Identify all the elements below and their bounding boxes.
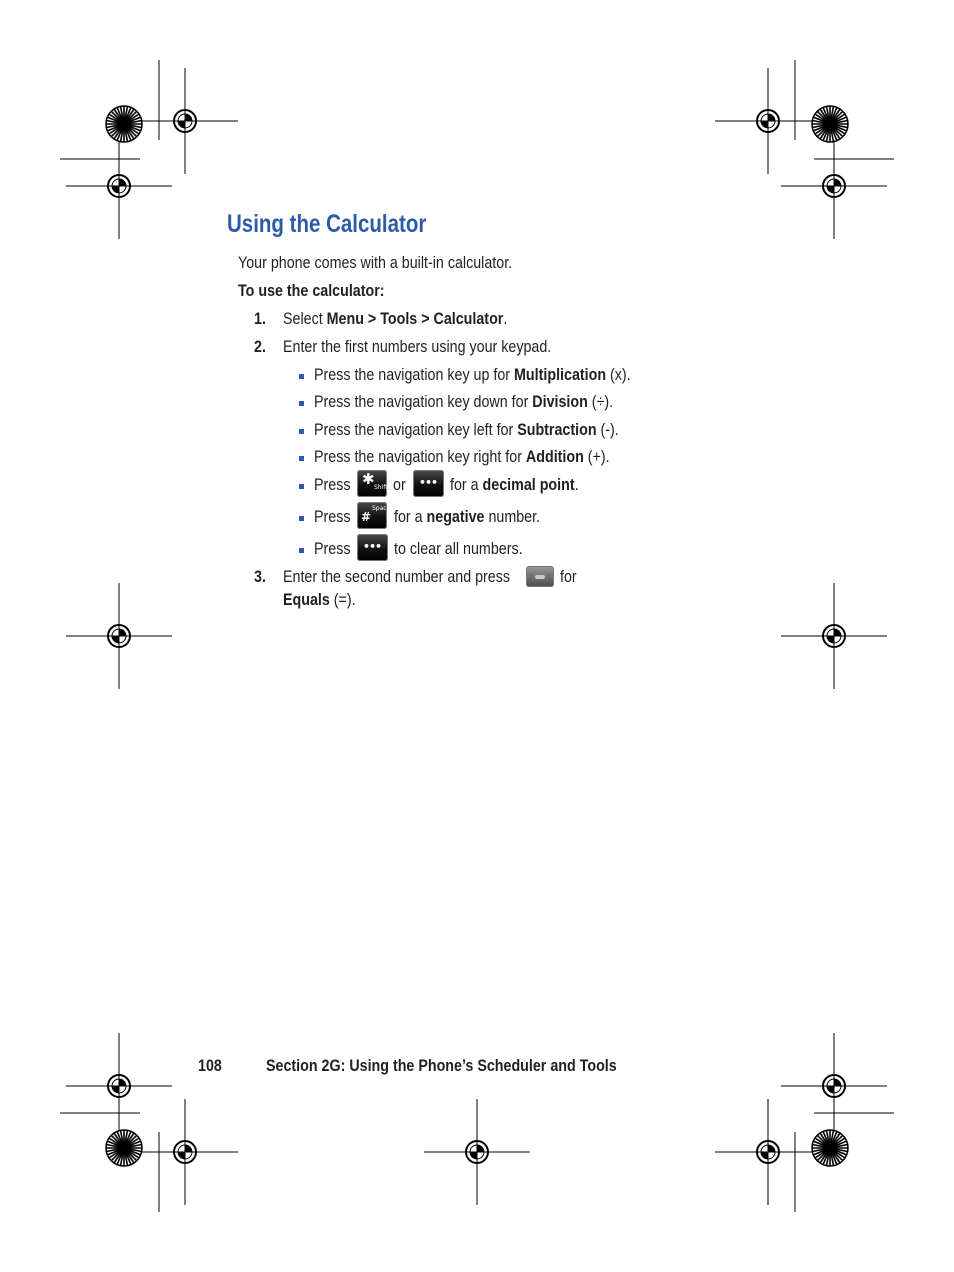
bullet-negative-press: Press bbox=[314, 507, 351, 526]
page-title: Using the Calculator bbox=[227, 210, 427, 238]
bullet-marker bbox=[299, 429, 304, 434]
procedure-label: To use the calculator: bbox=[238, 281, 385, 300]
bullet-clear-text: to clear all numbers. bbox=[394, 539, 523, 558]
bullet-marker bbox=[299, 548, 304, 553]
step-3-number: 3. bbox=[254, 567, 266, 586]
bullet-clear-press: Press bbox=[314, 539, 351, 558]
page-number: 108 bbox=[198, 1056, 222, 1075]
bullet-negative-text: for a negative number. bbox=[394, 507, 541, 526]
bullet-subtraction: Press the navigation key left for Subtraction (-). bbox=[314, 420, 619, 439]
intro-text: Your phone comes with a built-in calculator. bbox=[238, 253, 513, 272]
step-1-number: 1. bbox=[254, 309, 266, 328]
bullet-marker bbox=[299, 401, 304, 406]
bullet-decimal-text: for a decimal point. bbox=[450, 475, 579, 494]
bullet-marker bbox=[299, 374, 304, 379]
step-2-number: 2. bbox=[254, 337, 266, 356]
or-text: or bbox=[393, 475, 406, 494]
bullet-multiplication: Press the navigation key up for Multiplication (x). bbox=[314, 365, 631, 384]
section-footer: Section 2G: Using the Phone’s Scheduler and Tools bbox=[266, 1056, 617, 1075]
pound-key-icon: # Space bbox=[357, 502, 387, 529]
menu-path: Menu > Tools > Calculator bbox=[326, 309, 504, 328]
ok-key-icon bbox=[526, 566, 554, 587]
bullet-division: Press the navigation key down for Division (÷). bbox=[314, 392, 614, 411]
bullet-marker bbox=[299, 484, 304, 489]
step-2-text: Enter the first numbers using your keypad. bbox=[283, 337, 552, 356]
bullet-marker bbox=[299, 456, 304, 461]
step-3-for: for bbox=[560, 567, 577, 586]
bullet-addition: Press the navigation key right for Addition (+). bbox=[314, 447, 610, 466]
step-3-text: Enter the second number and press bbox=[283, 567, 511, 586]
step-1-text: Select Menu > Tools > Calculator. bbox=[283, 309, 508, 328]
star-key-icon: ✱ Shift bbox=[357, 470, 387, 497]
dots-key-icon: ••• bbox=[413, 470, 444, 497]
bullet-decimal-press: Press bbox=[314, 475, 351, 494]
bullet-marker bbox=[299, 516, 304, 521]
dots-key-icon: ••• bbox=[357, 534, 388, 561]
step-3-equals: Equals (=). bbox=[283, 590, 356, 609]
